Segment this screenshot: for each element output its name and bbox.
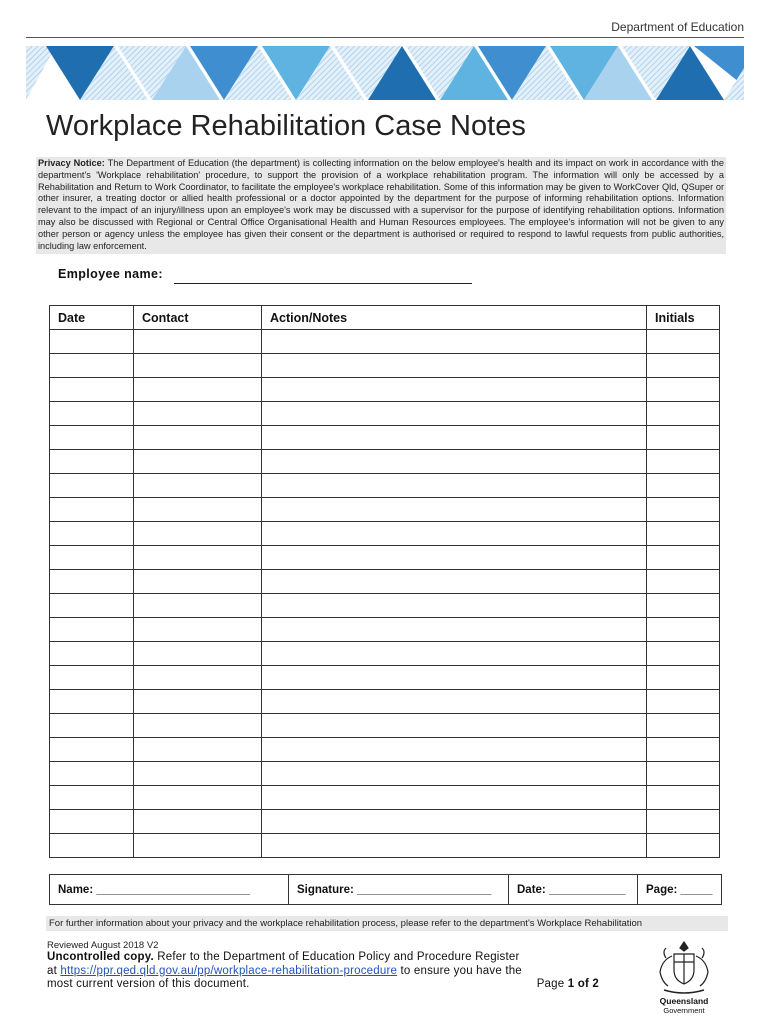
contact-cell[interactable] (134, 834, 262, 858)
action-notes-cell[interactable] (262, 426, 647, 450)
case-notes-table (49, 305, 720, 858)
date-cell[interactable] (50, 522, 134, 546)
column-header-initials: Initials (647, 306, 720, 330)
contact-cell[interactable] (134, 570, 262, 594)
coat-of-arms-icon (660, 942, 708, 993)
header-rule (26, 37, 744, 38)
date-field[interactable]: Date: ____________ (509, 875, 638, 904)
contact-cell[interactable] (134, 378, 262, 402)
initials-cell[interactable] (647, 330, 720, 354)
table-header-row (50, 306, 720, 330)
contact-cell[interactable] (134, 690, 262, 714)
table-row (50, 450, 720, 474)
action-notes-cell[interactable] (262, 378, 647, 402)
uncontrolled-text-3: most current version of this document. (47, 978, 250, 990)
action-notes-cell[interactable] (262, 618, 647, 642)
privacy-text: The Department of Education (the department) is collecting information on the below employee's health and its impact on work in accordance with the department's 'Workplace rehabilitation' procedure, to support the provision of a workplace rehabilitation program. The information will only be accessed by a Rehabilitation and Return to Work Coordinator, to facilitate the employee's workplace rehabilitation. Some of this information may be given to WorkCover Qld, QSuper or other insurer, a treating doctor or allied health professional or a doctor appointed by the department for the purpose of informing rehabilitation options. Information relevant to the impact of an injury/illness upon an employee's work may be discussed with a supervisor for the purpose of identifying rehabilitation options. Information may also be discussed with Regional or Central Office Organisational Health and Human Resources employees. The employee's information will not be given to any other person or agency unless the employee has given their consent or the department is authorised or required to respond to lawful requests from public authorities, including law enforcement. (38, 158, 724, 251)
reviewed-date: Reviewed August 2018 V2 (47, 940, 159, 951)
date-cell[interactable] (50, 330, 134, 354)
table-row (50, 738, 720, 762)
contact-cell[interactable] (134, 426, 262, 450)
date-cell[interactable] (50, 810, 134, 834)
table-row (50, 666, 720, 690)
contact-cell[interactable] (134, 642, 262, 666)
initials-cell[interactable] (647, 354, 720, 378)
further-info-note: For further information about your privacy and the workplace rehabilitation process, please refer to the department's Workplace Rehabilitation (46, 916, 728, 931)
initials-cell[interactable] (647, 546, 720, 570)
action-notes-cell[interactable] (262, 546, 647, 570)
initials-cell[interactable] (647, 738, 720, 762)
contact-cell[interactable] (134, 498, 262, 522)
initials-cell[interactable] (647, 786, 720, 810)
table-body (50, 330, 720, 858)
initials-cell[interactable] (647, 426, 720, 450)
date-cell[interactable] (50, 402, 134, 426)
date-cell[interactable] (50, 498, 134, 522)
action-notes-cell[interactable] (262, 810, 647, 834)
contact-cell[interactable] (134, 618, 262, 642)
uncontrolled-text-1: Refer to the Department of Education Policy and Procedure Register (153, 951, 520, 963)
uncontrolled-bold: Uncontrolled copy. (47, 951, 154, 963)
initials-cell[interactable] (647, 474, 720, 498)
page-number (537, 978, 599, 992)
initials-cell[interactable] (647, 690, 720, 714)
table-row (50, 354, 720, 378)
action-notes-cell[interactable] (262, 642, 647, 666)
page-field[interactable]: Page: _____ (646, 883, 713, 896)
table-row (50, 618, 720, 642)
table-row (50, 810, 720, 834)
table-row (50, 714, 720, 738)
contact-cell[interactable] (134, 474, 262, 498)
date-cell[interactable] (50, 570, 134, 594)
initials-cell[interactable] (647, 834, 720, 858)
contact-cell[interactable] (134, 594, 262, 618)
table-row (50, 570, 720, 594)
initials-cell[interactable] (647, 402, 720, 426)
initials-cell[interactable] (647, 666, 720, 690)
contact-cell[interactable] (134, 810, 262, 834)
date-cell[interactable] (50, 474, 134, 498)
column-header-contact: Contact (134, 306, 262, 330)
date-cell[interactable] (50, 378, 134, 402)
contact-cell[interactable] (134, 522, 262, 546)
table-row (50, 330, 720, 354)
uncontrolled-text-2-suffix: to ensure you have the (397, 964, 522, 977)
initials-cell[interactable] (647, 714, 720, 738)
table-row (50, 834, 720, 858)
table-row (50, 594, 720, 618)
action-notes-cell[interactable] (262, 594, 647, 618)
date-cell[interactable] (50, 594, 134, 618)
contact-cell[interactable] (134, 402, 262, 426)
contact-cell[interactable] (134, 546, 262, 570)
table-row (50, 378, 720, 402)
signature-field[interactable]: Signature: _____________________ (289, 875, 509, 904)
contact-cell[interactable] (134, 666, 262, 690)
action-notes-cell[interactable] (262, 522, 647, 546)
page-title: Workplace Rehabilitation Case Notes (46, 110, 526, 142)
table-row (50, 786, 720, 810)
contact-cell[interactable] (134, 354, 262, 378)
date-cell[interactable] (50, 426, 134, 450)
date-cell[interactable] (50, 690, 134, 714)
date-cell[interactable] (50, 546, 134, 570)
initials-cell[interactable] (647, 762, 720, 786)
date-cell[interactable] (50, 618, 134, 642)
employee-name-label: Employee name: (58, 267, 163, 281)
department-header: Department of Education (611, 20, 744, 34)
employee-name-field[interactable] (174, 283, 472, 284)
privacy-notice (36, 157, 726, 254)
signoff-row (49, 874, 722, 905)
date-cell[interactable] (50, 834, 134, 858)
procedure-link[interactable]: https://ppr.qed.qld.gov.au/pp/workplace-rehabilitation-procedure (60, 964, 398, 977)
page-number-prefix: Page (536, 978, 568, 990)
page-number-value: 1 of 2 (567, 978, 599, 990)
initials-cell[interactable] (647, 618, 720, 642)
action-notes-cell[interactable] (262, 474, 647, 498)
contact-cell[interactable] (134, 762, 262, 786)
initials-cell[interactable] (647, 522, 720, 546)
action-notes-cell[interactable] (262, 738, 647, 762)
table-row (50, 642, 720, 666)
date-cell[interactable] (50, 666, 134, 690)
name-field[interactable]: Name: ________________________ (50, 875, 289, 904)
action-notes-cell[interactable] (262, 330, 647, 354)
action-notes-cell[interactable] (262, 450, 647, 474)
initials-cell[interactable] (647, 642, 720, 666)
table-row (50, 522, 720, 546)
privacy-label: Privacy Notice: (38, 158, 105, 168)
table-row (50, 402, 720, 426)
action-notes-cell[interactable] (262, 762, 647, 786)
date-cell[interactable] (50, 450, 134, 474)
logo-line-1: Queensland (659, 996, 709, 1006)
action-notes-cell[interactable] (262, 570, 647, 594)
contact-cell[interactable] (134, 450, 262, 474)
decorative-triangle-banner (26, 46, 744, 100)
date-cell[interactable] (50, 714, 134, 738)
initials-cell[interactable] (647, 570, 720, 594)
table-row (50, 690, 720, 714)
contact-cell[interactable] (134, 738, 262, 762)
contact-cell[interactable] (134, 714, 262, 738)
action-notes-cell[interactable] (262, 690, 647, 714)
initials-cell[interactable] (647, 498, 720, 522)
initials-cell[interactable] (647, 594, 720, 618)
date-cell[interactable] (50, 786, 134, 810)
initials-cell[interactable] (647, 378, 720, 402)
table-row (50, 546, 720, 570)
date-cell[interactable] (50, 762, 134, 786)
initials-cell[interactable] (647, 450, 720, 474)
action-notes-cell[interactable] (262, 402, 647, 426)
action-notes-cell[interactable] (262, 786, 647, 810)
table-row (50, 498, 720, 522)
logo-line-2: Government (663, 1006, 705, 1015)
initials-cell[interactable] (647, 810, 720, 834)
uncontrolled-text-2-prefix: at (47, 964, 61, 977)
column-header-action-notes: Action/Notes (262, 306, 647, 330)
action-notes-cell[interactable] (262, 354, 647, 378)
column-header-date: Date (50, 306, 134, 330)
action-notes-cell[interactable] (262, 498, 647, 522)
table-row (50, 474, 720, 498)
date-cell[interactable] (50, 642, 134, 666)
action-notes-cell[interactable] (262, 666, 647, 690)
action-notes-cell[interactable] (262, 714, 647, 738)
action-notes-cell[interactable] (262, 834, 647, 858)
table-row (50, 762, 720, 786)
contact-cell[interactable] (134, 786, 262, 810)
date-cell[interactable] (50, 738, 134, 762)
date-cell[interactable] (50, 354, 134, 378)
contact-cell[interactable] (134, 330, 262, 354)
queensland-government-logo (652, 938, 716, 1016)
uncontrolled-copy-notice (47, 951, 607, 992)
table-row (50, 426, 720, 450)
